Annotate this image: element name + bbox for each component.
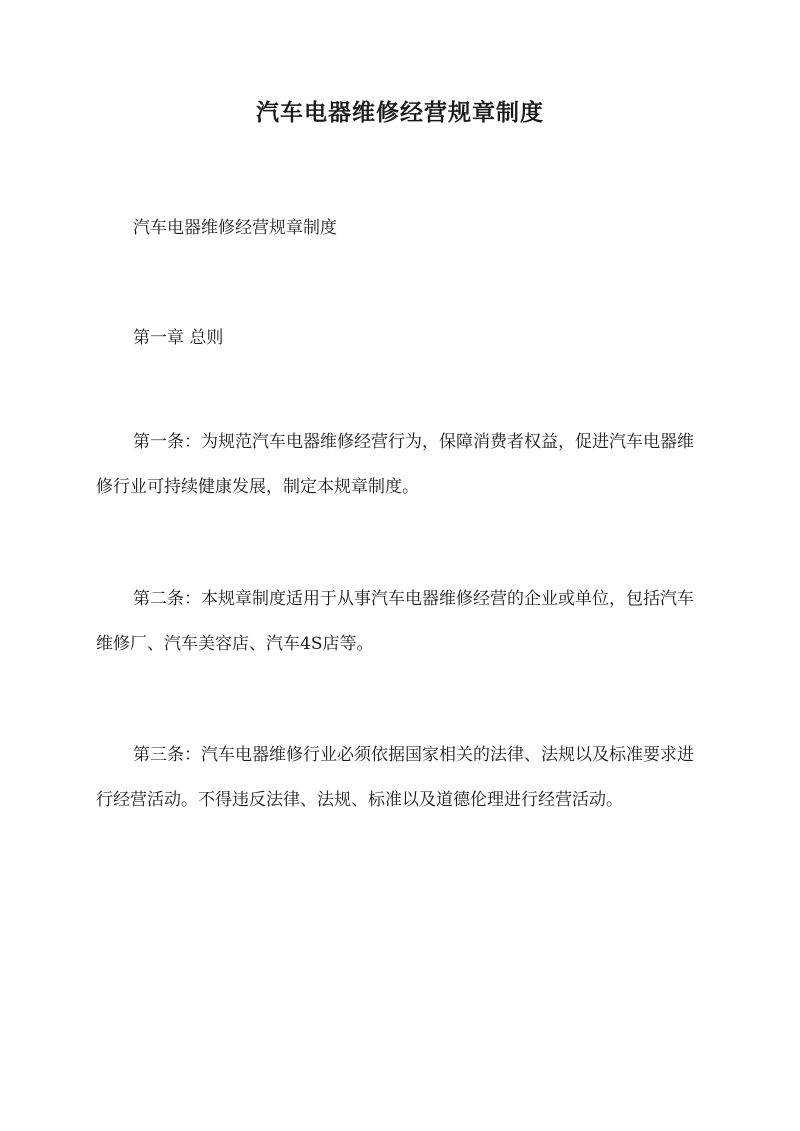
- document-title: 汽车电器维修经营规章制度: [256, 99, 544, 126]
- paragraph-article-1: 第一条：为规范汽车电器维修经营行为，保障消费者权益，促进汽车电器维修行业可持续健康发展，制定本规章制度。: [96, 432, 694, 497]
- paragraph-article-2: 第二条：本规章制度适用于从事汽车电器维修经营的企业或单位，包括汽车维修厂、汽车美容店、汽车4S店等。: [96, 589, 694, 654]
- paragraph-article-3: 第三条：汽车电器维修行业必须依据国家相关的法律、法规以及标准要求进行经营活动。不得违反法律、法规、标准以及道德伦理进行经营活动。: [96, 745, 694, 810]
- paragraph-chapter-heading: 第一章 总则: [133, 328, 224, 348]
- paragraph-subtitle: 汽车电器维修经营规章制度: [133, 218, 337, 238]
